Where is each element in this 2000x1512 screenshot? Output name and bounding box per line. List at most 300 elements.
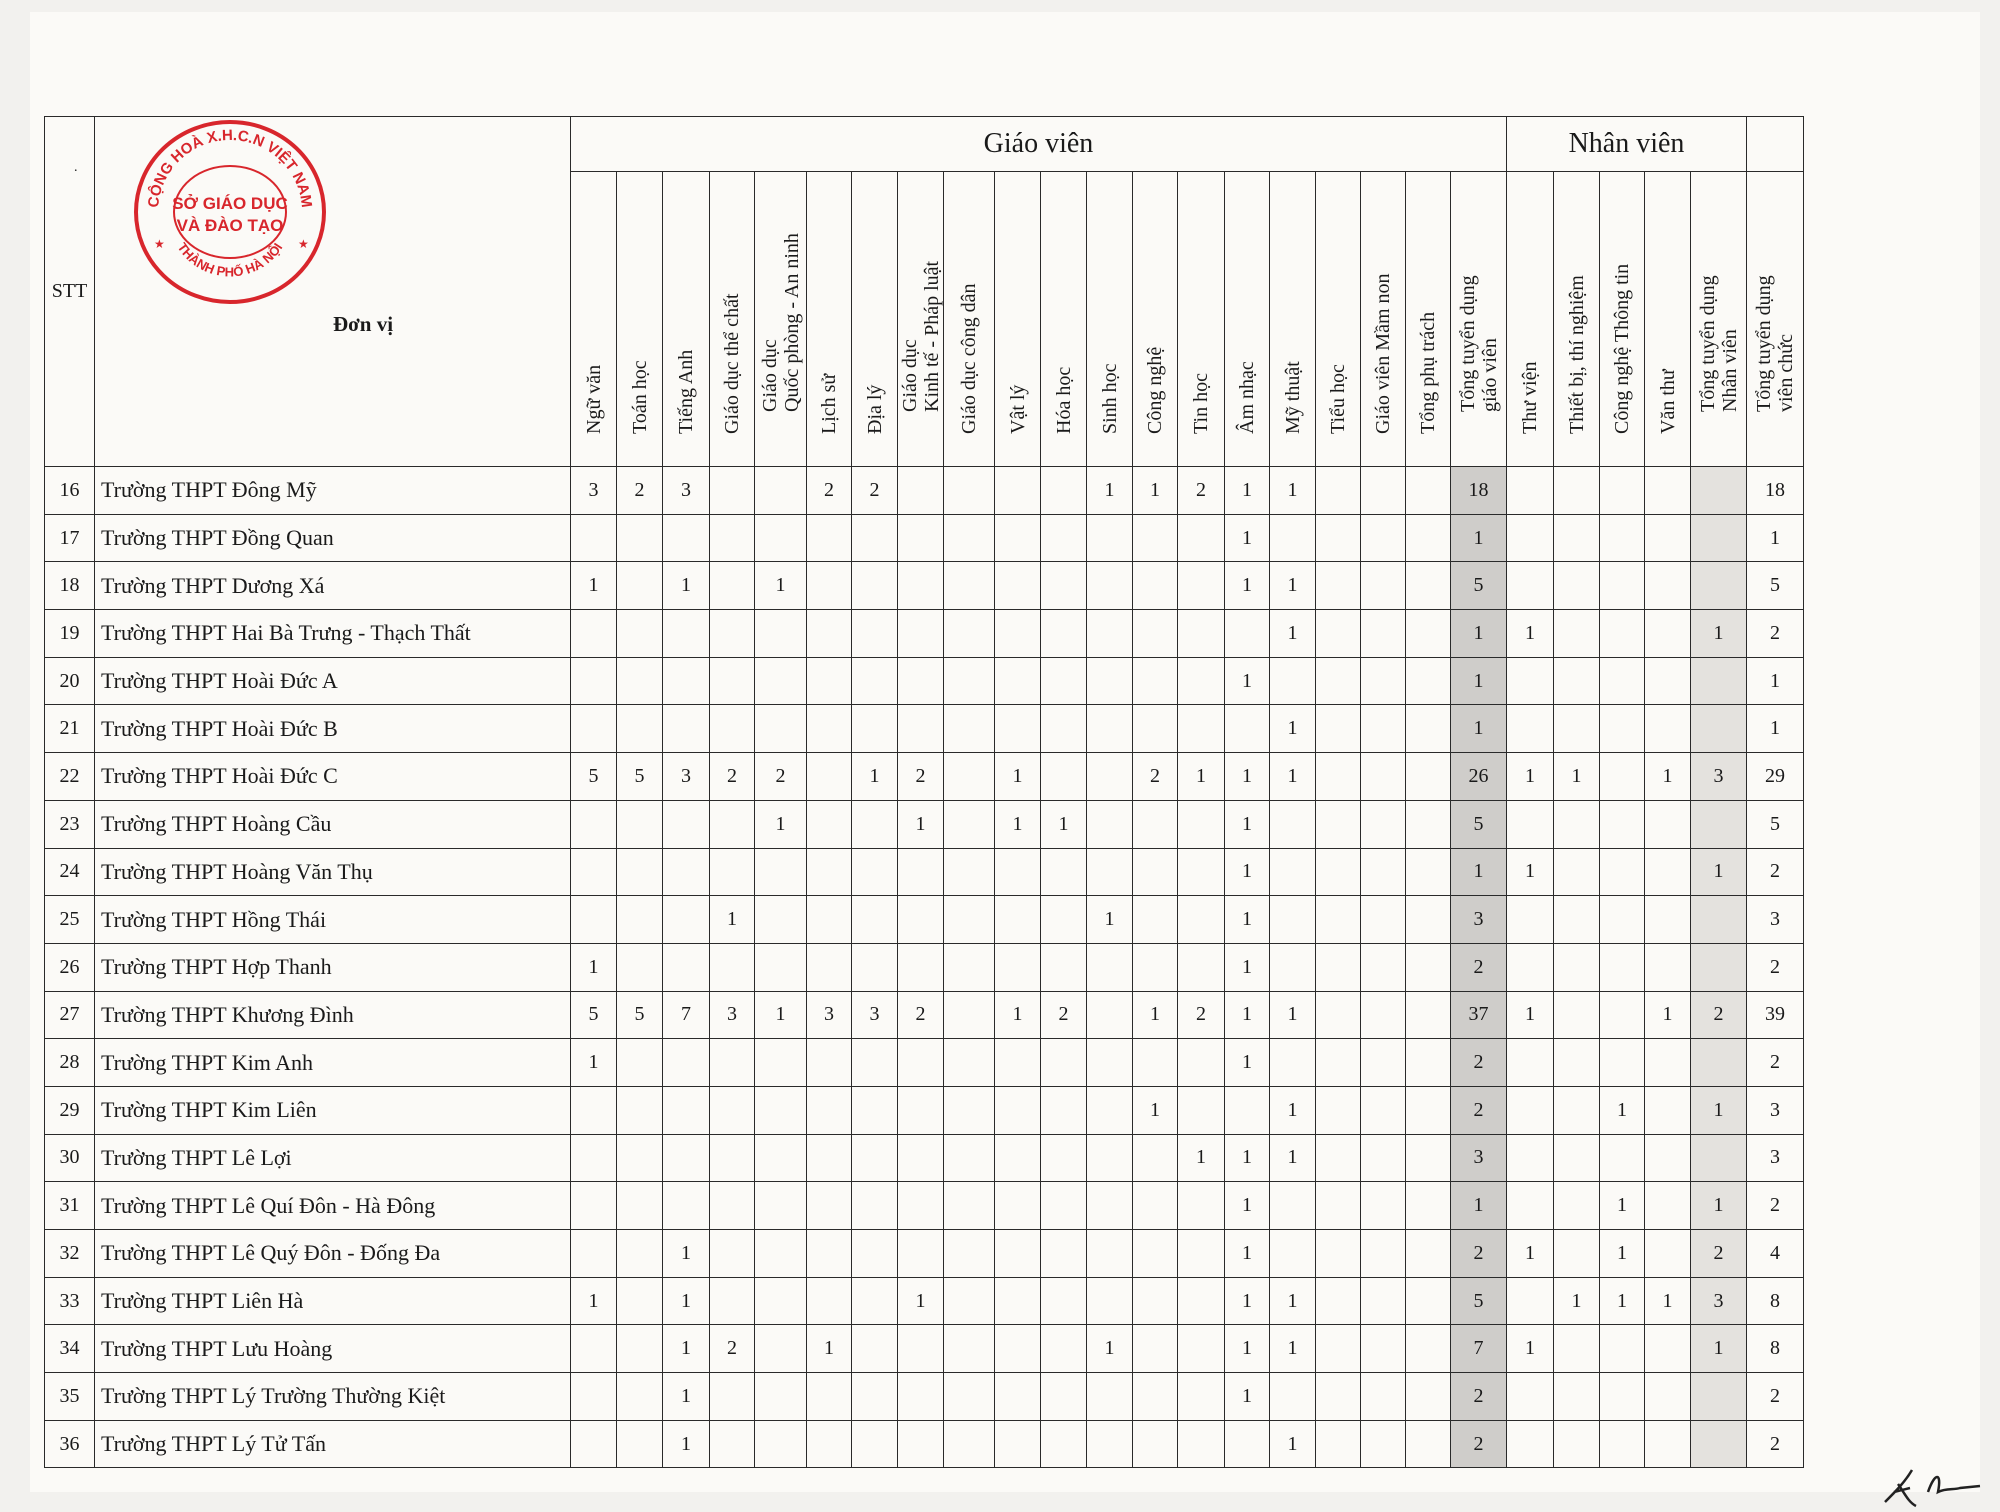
cell-3 [710, 1134, 755, 1182]
cell-20 [1507, 1086, 1554, 1134]
cell-22: 1 [1600, 1230, 1645, 1278]
cell-17 [1361, 1039, 1406, 1087]
cell-2: 1 [663, 1420, 710, 1468]
cell-4 [755, 1325, 807, 1373]
cell-24: 1 [1691, 1086, 1747, 1134]
cell-22 [1600, 848, 1645, 896]
cell-25: 1 [1747, 705, 1804, 753]
cell-23 [1645, 800, 1691, 848]
cell-9 [995, 562, 1041, 610]
cell-6 [852, 1039, 898, 1087]
cell-12 [1133, 562, 1178, 610]
column-header-14 [1225, 172, 1270, 467]
cell-21 [1554, 610, 1600, 658]
cell-14 [1225, 1086, 1270, 1134]
column-header-label: Mỹ thuật [1281, 361, 1304, 434]
cell-25: 18 [1747, 467, 1804, 515]
column-header-18 [1406, 172, 1451, 467]
cell-20 [1507, 943, 1554, 991]
column-header-5 [807, 172, 852, 467]
cell-3 [710, 1420, 755, 1468]
cell-14: 1 [1225, 1039, 1270, 1087]
cell-9 [995, 1230, 1041, 1278]
cell-13 [1178, 943, 1225, 991]
cell-25: 2 [1747, 1373, 1804, 1421]
column-header-label: Công nghệ [1144, 346, 1166, 434]
cell-1: 5 [617, 991, 663, 1039]
cell-4 [755, 467, 807, 515]
table-row [45, 467, 1804, 515]
cell-24: 1 [1691, 848, 1747, 896]
cell-22 [1600, 1039, 1645, 1087]
cell-7 [898, 1230, 944, 1278]
cell-15: 1 [1270, 1325, 1316, 1373]
cell-12 [1133, 943, 1178, 991]
cell-16 [1316, 1039, 1361, 1087]
cell-24 [1691, 705, 1747, 753]
cell-0 [571, 848, 617, 896]
column-header-label: Giáo dục công dân [958, 283, 980, 434]
column-header-label: Địa lý [863, 384, 886, 434]
cell-23 [1645, 1134, 1691, 1182]
cell-5 [807, 1134, 852, 1182]
cell-18 [1406, 1420, 1451, 1468]
cell-25: 3 [1747, 1086, 1804, 1134]
cell-17 [1361, 1277, 1406, 1325]
cell-11 [1087, 991, 1133, 1039]
cell-17 [1361, 705, 1406, 753]
cell-12 [1133, 848, 1178, 896]
column-header-label: Âm nhạc [1236, 361, 1258, 434]
cell-7 [898, 467, 944, 515]
cell-19: 5 [1451, 800, 1507, 848]
column-header-label: Tin học [1190, 373, 1212, 434]
cell-13 [1178, 514, 1225, 562]
cell-25: 1 [1747, 657, 1804, 705]
seal-bottom-text: THÀNH PHỐ HÀ NỘI [174, 239, 286, 280]
cell-12: 1 [1133, 991, 1178, 1039]
cell-15: 1 [1270, 753, 1316, 801]
seal-top-text: CỘNG HOÀ X.H.C.N VIỆT NAM [145, 126, 316, 209]
cell-5 [807, 753, 852, 801]
cell-11 [1087, 1086, 1133, 1134]
cell-3 [710, 848, 755, 896]
cell-24 [1691, 562, 1747, 610]
cell-6 [852, 610, 898, 658]
cell-13 [1178, 562, 1225, 610]
cell-5: 3 [807, 991, 852, 1039]
cell-14: 1 [1225, 657, 1270, 705]
cell-2 [663, 943, 710, 991]
row-stt: 16 [45, 467, 95, 515]
cell-2 [663, 1134, 710, 1182]
cell-7 [898, 943, 944, 991]
cell-5 [807, 800, 852, 848]
cell-17 [1361, 991, 1406, 1039]
cell-4 [755, 1039, 807, 1087]
cell-6 [852, 848, 898, 896]
cell-24 [1691, 1420, 1747, 1468]
cell-19: 2 [1451, 943, 1507, 991]
cell-10 [1041, 848, 1087, 896]
row-school-name: Trường THPT Hoài Đức C [95, 753, 571, 801]
column-header-label: Tổng phụ trách [1417, 311, 1439, 434]
cell-7 [898, 848, 944, 896]
cell-22 [1600, 562, 1645, 610]
cell-9 [995, 896, 1041, 944]
cell-25: 5 [1747, 562, 1804, 610]
cell-17 [1361, 1420, 1406, 1468]
cell-12 [1133, 705, 1178, 753]
cell-4 [755, 1086, 807, 1134]
cell-1 [617, 1134, 663, 1182]
cell-21 [1554, 514, 1600, 562]
cell-14: 1 [1225, 1325, 1270, 1373]
cell-19: 3 [1451, 1134, 1507, 1182]
cell-15: 1 [1270, 1086, 1316, 1134]
cell-14: 1 [1225, 800, 1270, 848]
cell-3 [710, 514, 755, 562]
cell-3 [710, 943, 755, 991]
cell-20 [1507, 562, 1554, 610]
cell-2 [663, 657, 710, 705]
column-header-label: Tổng tuyển dụng giáo viên [1456, 275, 1501, 412]
cell-2: 3 [663, 753, 710, 801]
column-header-9 [995, 172, 1041, 467]
cell-17 [1361, 1373, 1406, 1421]
cell-1 [617, 896, 663, 944]
cell-2: 1 [663, 1373, 710, 1421]
cell-10 [1041, 1134, 1087, 1182]
cell-13: 1 [1178, 1134, 1225, 1182]
cell-5 [807, 705, 852, 753]
cell-9 [995, 1039, 1041, 1087]
table-row [45, 1420, 1804, 1468]
cell-0: 1 [571, 562, 617, 610]
cell-20 [1507, 514, 1554, 562]
cell-0 [571, 1182, 617, 1230]
row-stt: 25 [45, 896, 95, 944]
cell-17 [1361, 1325, 1406, 1373]
cell-8 [944, 1086, 995, 1134]
cell-7: 2 [898, 753, 944, 801]
table-row [45, 1230, 1804, 1278]
cell-12 [1133, 896, 1178, 944]
seal-line2: VÀ ĐÀO TẠO [176, 216, 284, 235]
cell-19: 2 [1451, 1086, 1507, 1134]
column-header-label: Văn thư [1656, 369, 1679, 434]
cell-8 [944, 1230, 995, 1278]
cell-21: 1 [1554, 753, 1600, 801]
column-header-0 [571, 172, 617, 467]
official-seal [130, 112, 330, 312]
cell-17 [1361, 1134, 1406, 1182]
cell-23: 1 [1645, 991, 1691, 1039]
cell-9 [995, 1420, 1041, 1468]
cell-4: 2 [755, 753, 807, 801]
cell-21 [1554, 1420, 1600, 1468]
cell-9: 1 [995, 753, 1041, 801]
cell-3 [710, 467, 755, 515]
cell-12: 1 [1133, 467, 1178, 515]
column-header-label: Giáo dục Quốc phòng - An ninh [758, 233, 803, 412]
cell-7 [898, 896, 944, 944]
column-header-6 [852, 172, 898, 467]
cell-17 [1361, 562, 1406, 610]
cell-0 [571, 896, 617, 944]
column-header-label: Vật lý [1006, 384, 1029, 434]
cell-1 [617, 657, 663, 705]
cell-21 [1554, 800, 1600, 848]
cell-3: 2 [710, 753, 755, 801]
cell-0: 5 [571, 991, 617, 1039]
row-school-name: Trường THPT Khương Đình [95, 991, 571, 1039]
cell-24 [1691, 800, 1747, 848]
cell-1 [617, 1420, 663, 1468]
cell-19: 2 [1451, 1230, 1507, 1278]
cell-12 [1133, 1230, 1178, 1278]
cell-8 [944, 610, 995, 658]
cell-3 [710, 1182, 755, 1230]
cell-12: 1 [1133, 1086, 1178, 1134]
cell-18 [1406, 610, 1451, 658]
table-row [45, 1134, 1804, 1182]
cell-15: 1 [1270, 1420, 1316, 1468]
row-school-name: Trường THPT Liên Hà [95, 1277, 571, 1325]
cell-25: 8 [1747, 1325, 1804, 1373]
cell-18 [1406, 943, 1451, 991]
cell-15 [1270, 1039, 1316, 1087]
cell-5 [807, 562, 852, 610]
column-header-2 [663, 172, 710, 467]
cell-15: 1 [1270, 562, 1316, 610]
cell-5 [807, 896, 852, 944]
row-school-name: Trường THPT Lê Lợi [95, 1134, 571, 1182]
cell-1: 2 [617, 467, 663, 515]
cell-20 [1507, 1277, 1554, 1325]
cell-3 [710, 610, 755, 658]
row-stt: 24 [45, 848, 95, 896]
cell-19: 1 [1451, 657, 1507, 705]
cell-6 [852, 1420, 898, 1468]
cell-23: 1 [1645, 753, 1691, 801]
row-stt: 35 [45, 1373, 95, 1421]
cell-12 [1133, 1373, 1178, 1421]
cell-12 [1133, 1420, 1178, 1468]
cell-18 [1406, 1182, 1451, 1230]
cell-17 [1361, 1182, 1406, 1230]
cell-11: 1 [1087, 896, 1133, 944]
row-school-name: Trường THPT Hai Bà Trưng - Thạch Thất [95, 610, 571, 658]
cell-14: 1 [1225, 943, 1270, 991]
cell-15 [1270, 1230, 1316, 1278]
table-row [45, 514, 1804, 562]
cell-8 [944, 1373, 995, 1421]
table-row [45, 753, 1804, 801]
row-school-name: Trường THPT Kim Liên [95, 1086, 571, 1134]
cell-17 [1361, 467, 1406, 515]
cell-11 [1087, 610, 1133, 658]
cell-7: 2 [898, 991, 944, 1039]
cell-16 [1316, 705, 1361, 753]
cell-11: 1 [1087, 1325, 1133, 1373]
column-header-12 [1133, 172, 1178, 467]
cell-4 [755, 1230, 807, 1278]
cell-11 [1087, 1420, 1133, 1468]
cell-23 [1645, 705, 1691, 753]
cell-3 [710, 1086, 755, 1134]
cell-2 [663, 848, 710, 896]
cell-24: 1 [1691, 1182, 1747, 1230]
cell-1: 5 [617, 753, 663, 801]
column-header-22 [1600, 172, 1645, 467]
cell-7 [898, 1373, 944, 1421]
column-header-label: Thiết bị, thí nghiệm [1565, 275, 1588, 434]
cell-18 [1406, 848, 1451, 896]
row-school-name: Trường THPT Hoàng Cầu [95, 800, 571, 848]
cell-5: 1 [807, 1325, 852, 1373]
cell-16 [1316, 1086, 1361, 1134]
cell-4 [755, 1373, 807, 1421]
cell-2: 1 [663, 1325, 710, 1373]
cell-4 [755, 896, 807, 944]
cell-6 [852, 514, 898, 562]
cell-15 [1270, 800, 1316, 848]
cell-14: 1 [1225, 1182, 1270, 1230]
cell-24: 1 [1691, 610, 1747, 658]
cell-0 [571, 1373, 617, 1421]
cell-2: 7 [663, 991, 710, 1039]
cell-13 [1178, 1086, 1225, 1134]
cell-25: 3 [1747, 1134, 1804, 1182]
cell-10 [1041, 1039, 1087, 1087]
cell-22 [1600, 657, 1645, 705]
cell-9 [995, 848, 1041, 896]
cell-11 [1087, 1277, 1133, 1325]
cell-2: 1 [663, 1277, 710, 1325]
cell-17 [1361, 943, 1406, 991]
column-header-7 [898, 172, 944, 467]
stt-header: STT [45, 117, 95, 467]
recruitment-table [44, 116, 1804, 1468]
cell-22 [1600, 1420, 1645, 1468]
table-row [45, 896, 1804, 944]
cell-16 [1316, 1134, 1361, 1182]
column-header-label: Toán học [628, 360, 651, 434]
cell-13 [1178, 800, 1225, 848]
cell-0 [571, 800, 617, 848]
cell-13 [1178, 1373, 1225, 1421]
cell-18 [1406, 1086, 1451, 1134]
cell-14: 1 [1225, 514, 1270, 562]
cell-18 [1406, 705, 1451, 753]
cell-24 [1691, 514, 1747, 562]
cell-13 [1178, 705, 1225, 753]
cell-24 [1691, 1039, 1747, 1087]
cell-11 [1087, 848, 1133, 896]
cell-5 [807, 657, 852, 705]
cell-15 [1270, 1182, 1316, 1230]
cell-0 [571, 610, 617, 658]
row-school-name: Trường THPT Lê Quí Đôn - Hà Đông [95, 1182, 571, 1230]
cell-22: 1 [1600, 1086, 1645, 1134]
row-stt: 36 [45, 1420, 95, 1468]
cell-23 [1645, 848, 1691, 896]
cell-24 [1691, 943, 1747, 991]
cell-8 [944, 753, 995, 801]
cell-16 [1316, 514, 1361, 562]
cell-12 [1133, 514, 1178, 562]
cell-20 [1507, 1039, 1554, 1087]
cell-11 [1087, 562, 1133, 610]
row-school-name: Trường THPT Hoàng Văn Thụ [95, 848, 571, 896]
column-header-13 [1178, 172, 1225, 467]
column-header-label: Tổng tuyển dụng Nhân viên [1696, 275, 1741, 412]
cell-10 [1041, 1277, 1087, 1325]
cell-11 [1087, 705, 1133, 753]
seal-star-right: ★ [298, 237, 309, 251]
cell-12 [1133, 1039, 1178, 1087]
cell-23 [1645, 1230, 1691, 1278]
cell-20: 1 [1507, 848, 1554, 896]
cell-5 [807, 514, 852, 562]
cell-11 [1087, 753, 1133, 801]
row-school-name: Trường THPT Đông Mỹ [95, 467, 571, 515]
cell-13 [1178, 1277, 1225, 1325]
cell-22: 1 [1600, 1182, 1645, 1230]
cell-2 [663, 1039, 710, 1087]
cell-23 [1645, 562, 1691, 610]
cell-19: 2 [1451, 1420, 1507, 1468]
cell-9 [995, 1277, 1041, 1325]
cell-16 [1316, 800, 1361, 848]
cell-1 [617, 848, 663, 896]
cell-24 [1691, 1134, 1747, 1182]
cell-6 [852, 1134, 898, 1182]
row-school-name: Trường THPT Lý Tử Tấn [95, 1420, 571, 1468]
cell-5 [807, 1039, 852, 1087]
cell-6 [852, 657, 898, 705]
seal-star-left: ★ [154, 237, 165, 251]
cell-8 [944, 467, 995, 515]
cell-11 [1087, 1182, 1133, 1230]
cell-1 [617, 1373, 663, 1421]
cell-5 [807, 1086, 852, 1134]
cell-0 [571, 705, 617, 753]
cell-13 [1178, 896, 1225, 944]
cell-1 [617, 800, 663, 848]
cell-4 [755, 610, 807, 658]
cell-16 [1316, 610, 1361, 658]
cell-23 [1645, 657, 1691, 705]
cell-4 [755, 1134, 807, 1182]
cell-5 [807, 1420, 852, 1468]
column-header-19 [1451, 172, 1507, 467]
cell-1 [617, 1325, 663, 1373]
cell-18 [1406, 467, 1451, 515]
group-teachers-header: Giáo viên [571, 117, 1507, 172]
cell-20: 1 [1507, 753, 1554, 801]
cell-25: 1 [1747, 514, 1804, 562]
cell-19: 18 [1451, 467, 1507, 515]
cell-23 [1645, 1086, 1691, 1134]
cell-10 [1041, 705, 1087, 753]
cell-19: 1 [1451, 848, 1507, 896]
cell-21 [1554, 705, 1600, 753]
cell-21 [1554, 1086, 1600, 1134]
column-header-label: Giáo dục thể chất [721, 293, 743, 434]
cell-9 [995, 514, 1041, 562]
